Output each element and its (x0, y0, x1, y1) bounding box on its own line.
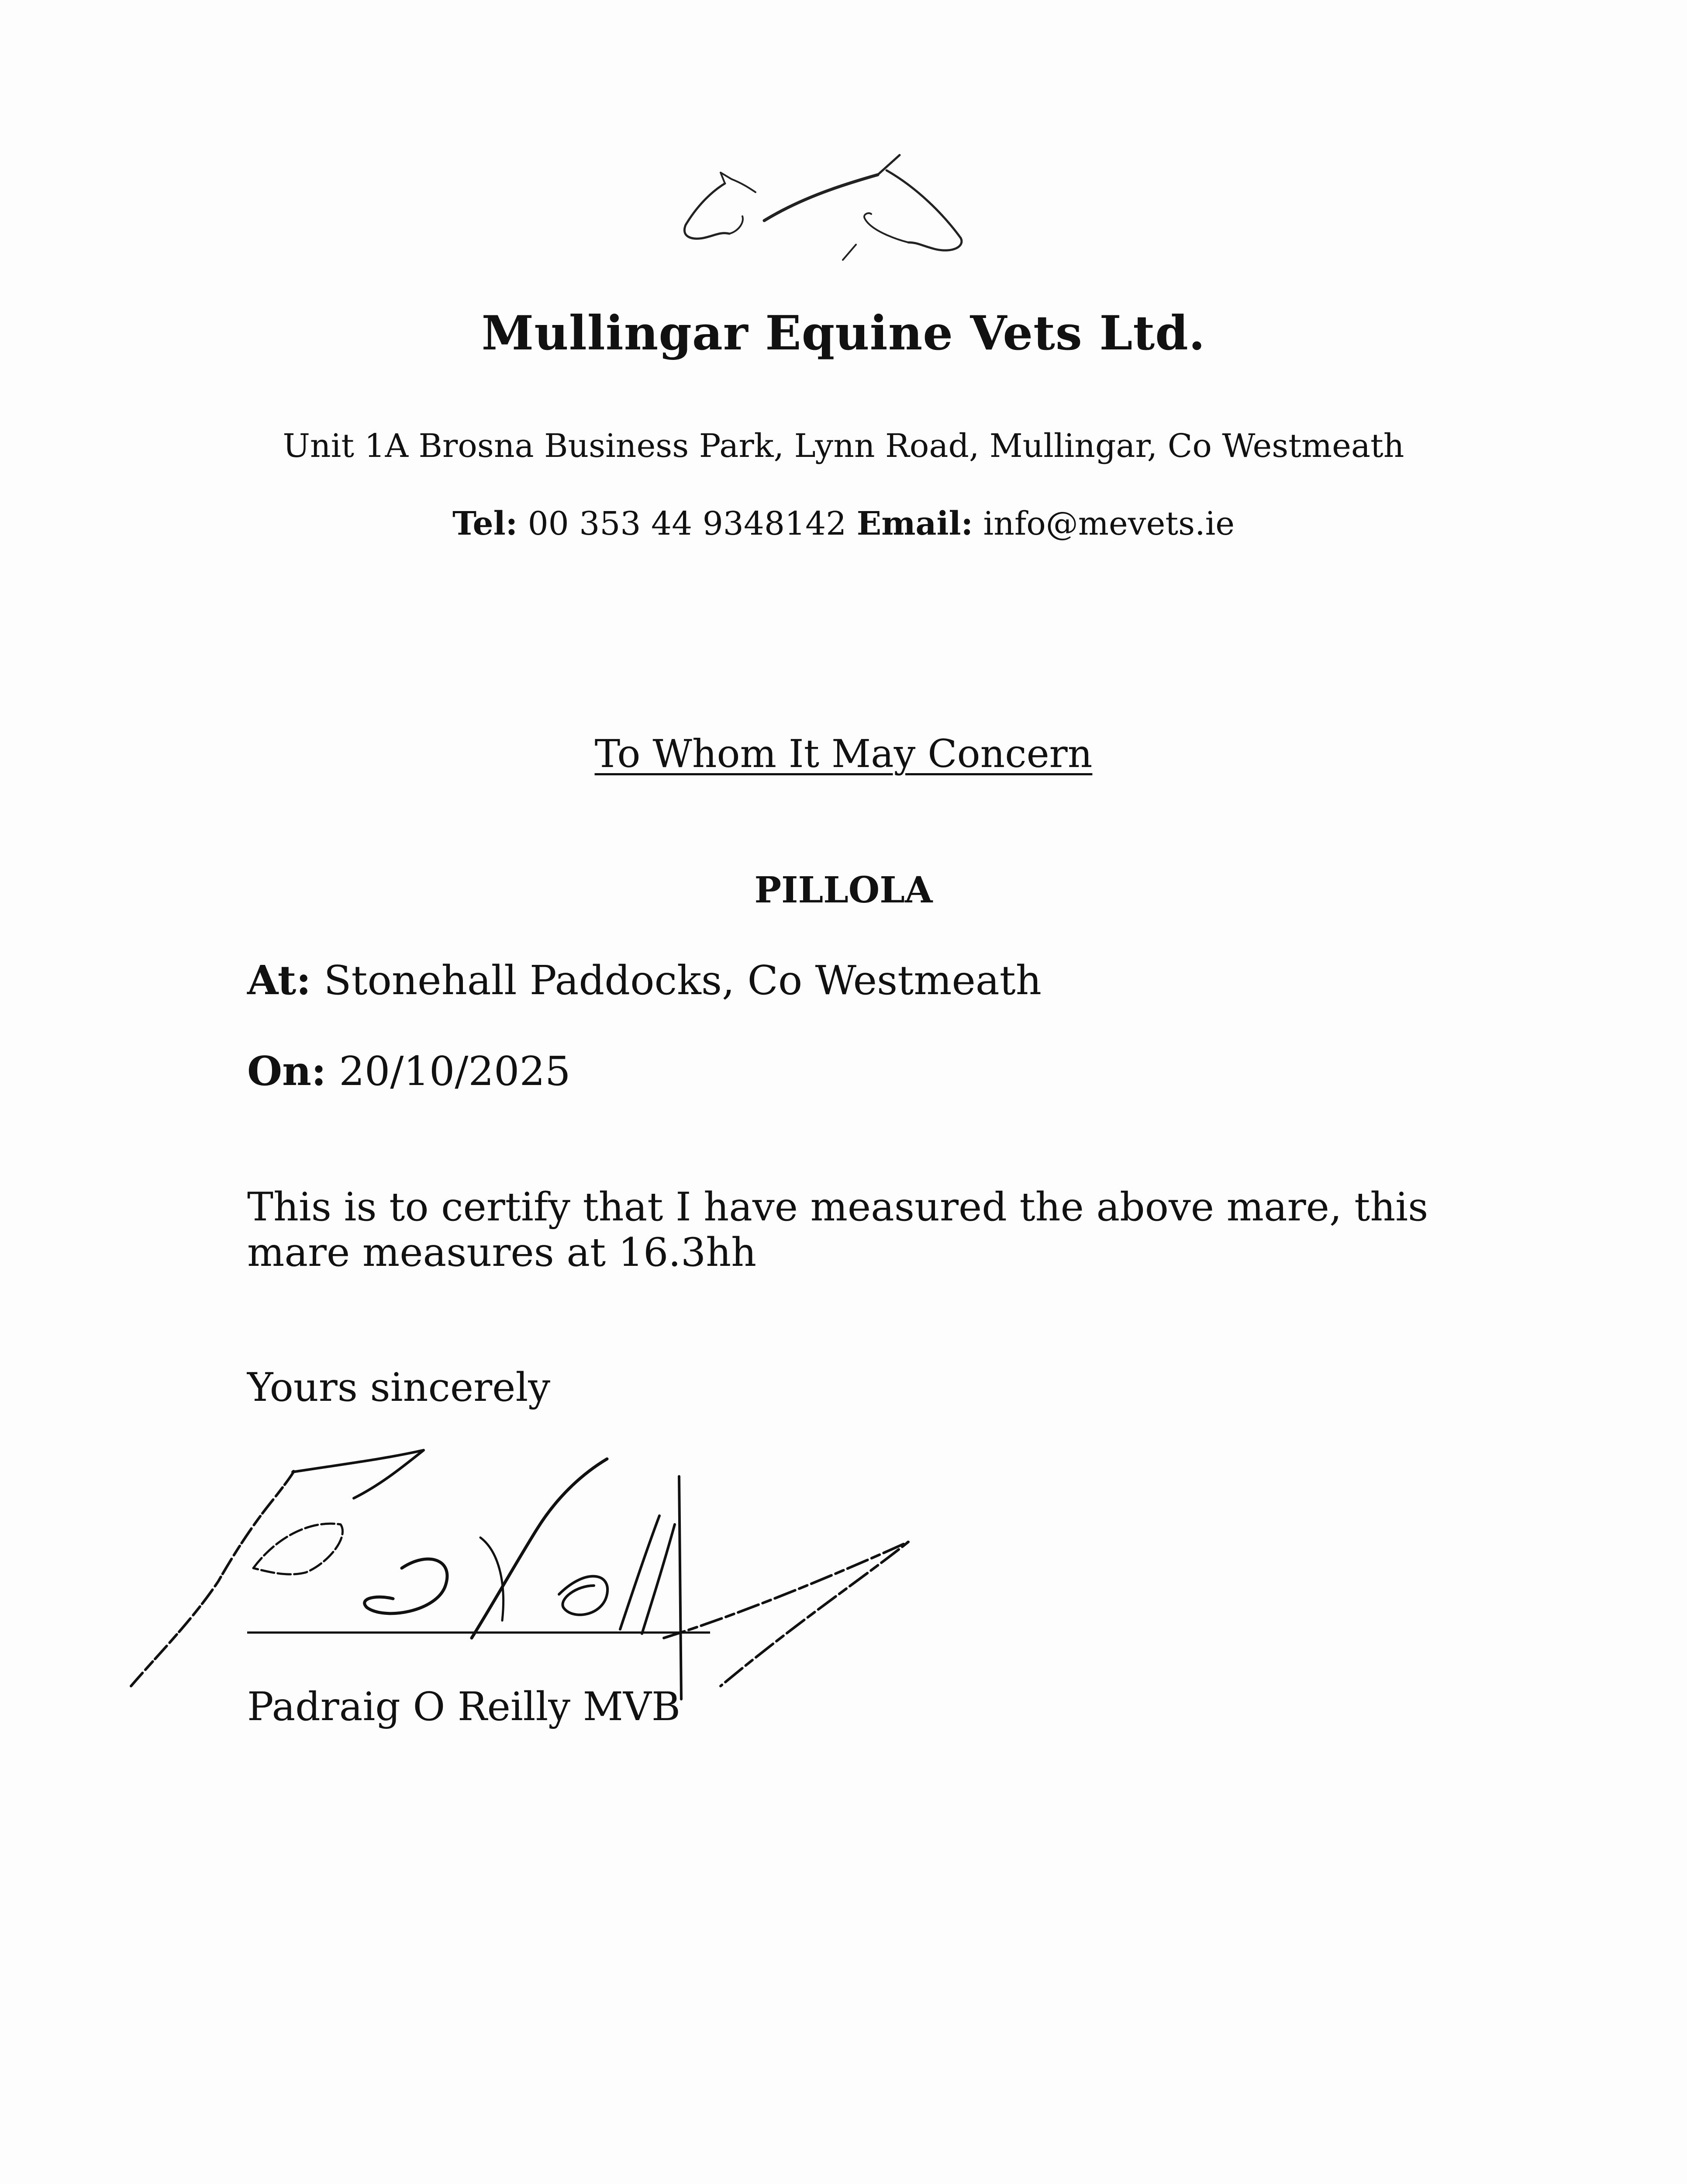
contact-line (0, 505, 1687, 543)
on-value: 20/10/2025 (339, 1048, 571, 1095)
closing-text: Yours sincerely (247, 1365, 551, 1410)
on-label: On: (247, 1047, 326, 1095)
signatory-name: Padraig O Reilly MVB (247, 1684, 680, 1730)
location-line (247, 957, 1042, 1004)
company-name: Mullingar Equine Vets Ltd. (481, 306, 1206, 361)
signature-line (247, 1631, 710, 1634)
handwritten-signature (122, 1437, 930, 1704)
salutation: To Whom It May Concern (594, 731, 1093, 776)
email-label: Email: (856, 505, 973, 543)
company-address: Unit 1A Brosna Business Park, Lynn Road, Mullingar, Co Westmeath (283, 427, 1404, 465)
horse-name: PILLOLA (754, 869, 933, 911)
certification-text: This is to certify that I have measured the above mare, this mare measures at 16.3hh (247, 1184, 1428, 1275)
tel-value: 00 353 44 9348142 (528, 505, 847, 543)
tel-label: Tel: (452, 505, 518, 543)
horse-heads-logo-icon (673, 149, 974, 271)
at-label: At: (247, 957, 311, 1004)
email-value: info@mevets.ie (983, 505, 1235, 543)
date-line (247, 1047, 571, 1095)
at-value: Stonehall Paddocks, Co Westmeath (324, 957, 1042, 1004)
